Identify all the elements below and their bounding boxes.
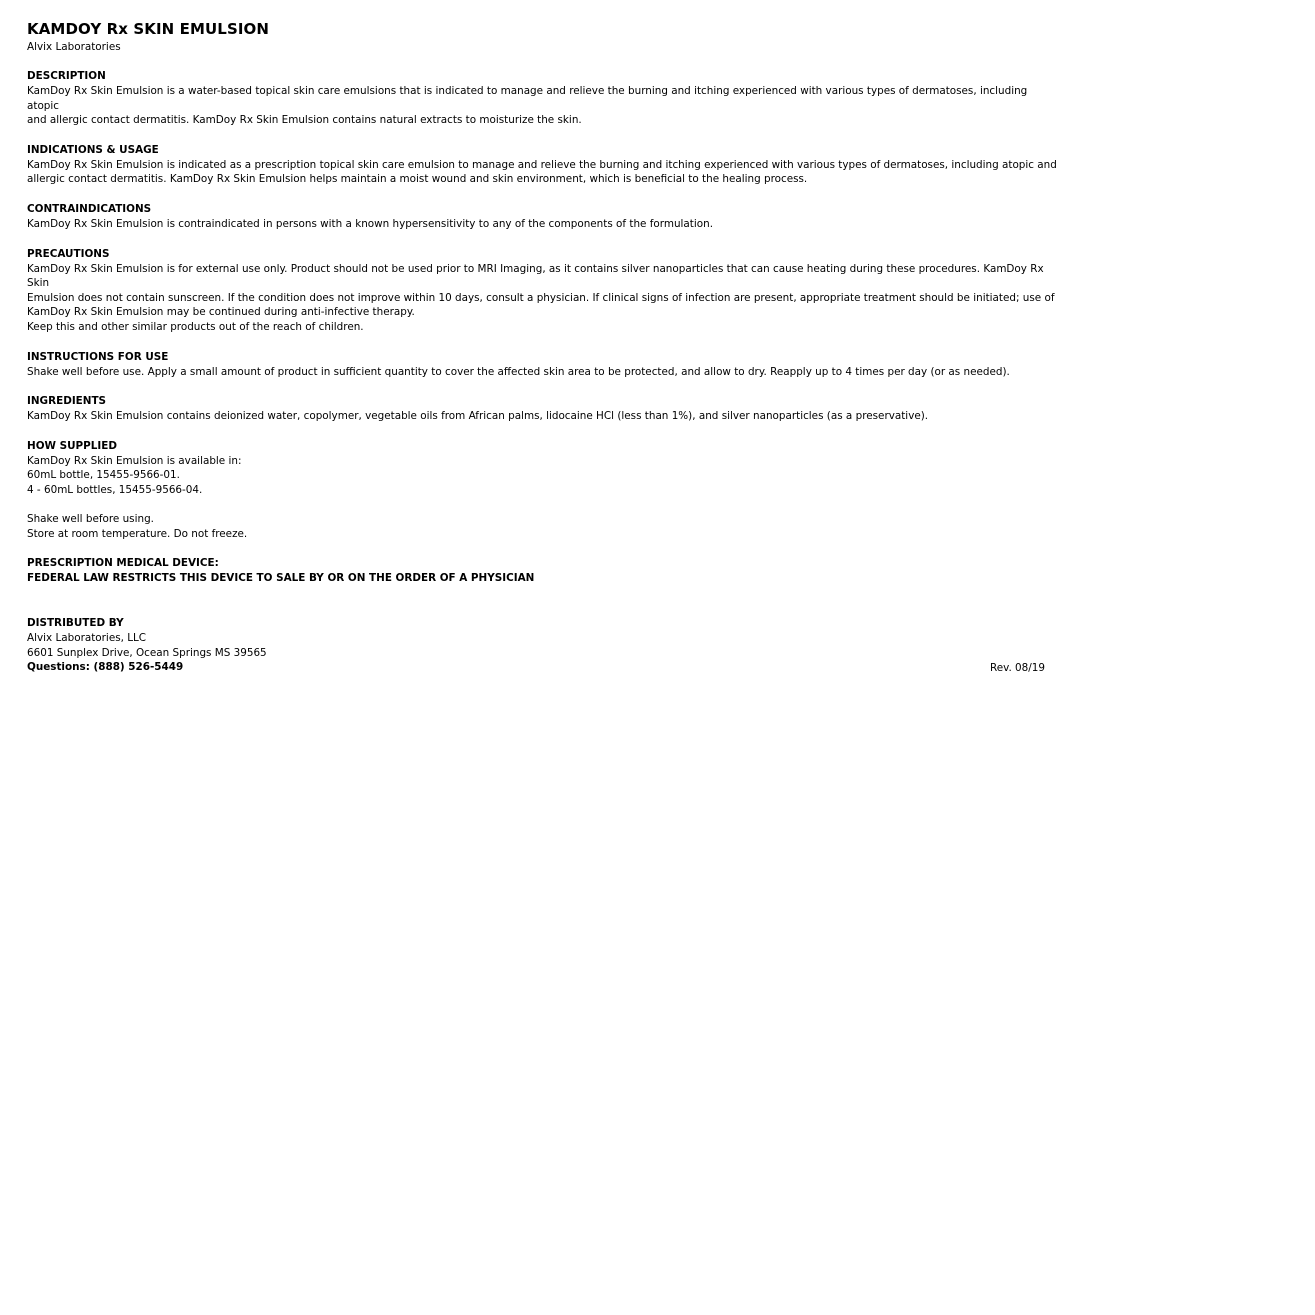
section-text-line: Shake well before use. Apply a small amount of product in sufficient quantity to cover the affected skin area to be protected, and allow to dry. Reapply up to 4 times per day (or as needed). <box>27 365 1010 378</box>
section-contraindications <box>27 202 1059 232</box>
how-supplied-line: 60mL bottle, 15455-9566-01. <box>27 469 180 482</box>
section-description <box>27 69 1059 128</box>
company-name: Alvix Laboratories <box>27 41 121 53</box>
section-text-line: KamDoy Rx Skin Emulsion may be continued during anti-infective therapy. <box>27 306 415 319</box>
section-ingredients <box>27 394 1059 424</box>
section-text-line: Keep this and other similar products out of the reach of children. <box>27 320 364 333</box>
section-prescription <box>27 556 1059 586</box>
section-heading: CONTRAINDICATIONS <box>27 202 152 215</box>
section-heading: PRECAUTIONS <box>27 247 110 260</box>
section-heading: INSTRUCTIONS FOR USE <box>27 350 169 363</box>
section-text-line: KamDoy Rx Skin Emulsion is a water-based topical skin care emulsions that is indicated to manage and relieve the burning and itching experienced with various types of dermatoses, including atopic <box>27 85 1028 112</box>
section-text-line: Emulsion does not contain sunscreen. If the condition does not improve within 10 days, consult a physician. If clinical signs of infection are present, appropriate treatment should be initiated; use of <box>27 291 1055 304</box>
section-heading: DESCRIPTION <box>27 70 106 82</box>
distributor-address: 6601 Sunplex Drive, Ocean Springs MS 39565 <box>27 646 267 659</box>
how-supplied-line: KamDoy Rx Skin Emulsion is available in: <box>27 454 242 467</box>
section-text-line: allergic contact dermatitis. KamDoy Rx Skin Emulsion helps maintain a moist wound and skin environment, which is beneficial to the healing process. <box>27 173 808 186</box>
section-text-line: KamDoy Rx Skin Emulsion contains deionized water, copolymer, vegetable oils from African palms, lidocaine HCl (less than 1%), and silver nanoparticles (as a preservative). <box>27 410 929 423</box>
section-text-line: KamDoy Rx Skin Emulsion is contraindicated in persons with a known hypersensitivity to any of the components of the formulation. <box>27 217 714 230</box>
how-supplied-line: 4 - 60mL bottles, 15455-9566-04. <box>27 483 203 496</box>
revision-code: Rev. 08/19 <box>989 661 1045 674</box>
section-heading: HOW SUPPLIED <box>27 439 117 452</box>
label-sections <box>27 69 1059 424</box>
section-how-supplied <box>27 439 1059 542</box>
distributor-block <box>27 616 1059 675</box>
section-indications-usage <box>27 143 1059 187</box>
questions-phone: Questions: (888) 526-5449 <box>27 661 184 674</box>
section-heading: INDICATIONS & USAGE <box>27 143 159 156</box>
storage-line: Store at room temperature. Do not freeze. <box>27 527 248 540</box>
prescription-statement: FEDERAL LAW RESTRICTS THIS DEVICE TO SALE BY OR ON THE ORDER OF A PHYSICIAN <box>27 572 535 585</box>
document-title: KAMDOY Rx SKIN EMULSION <box>27 20 270 38</box>
label-document <box>27 19 1059 675</box>
spacer <box>27 498 1059 513</box>
section-text-line: and allergic contact dermatitis. KamDoy Rx Skin Emulsion contains natural extracts to moisturize the skin. <box>27 114 582 127</box>
section-text-line: KamDoy Rx Skin Emulsion is for external use only. Product should not be used prior to MRI Imaging, as it contains silver nanoparticles that can cause heating during these procedures. KamDoy Rx Skin <box>27 262 1044 290</box>
distributor-heading: DISTRIBUTED BY <box>27 617 124 630</box>
storage-line: Shake well before using. <box>27 513 154 526</box>
prescription-heading: PRESCRIPTION MEDICAL DEVICE: <box>27 557 219 570</box>
section-heading: INGREDIENTS <box>27 395 107 408</box>
section-precautions <box>27 247 1059 335</box>
section-instructions-for-use <box>27 350 1059 380</box>
section-text-line: KamDoy Rx Skin Emulsion is indicated as a prescription topical skin care emulsion to manage and relieve the burning and itching experienced with various types of dermatoses, including atopic and <box>27 158 1057 171</box>
distributor-name: Alvix Laboratories, LLC <box>27 632 147 645</box>
